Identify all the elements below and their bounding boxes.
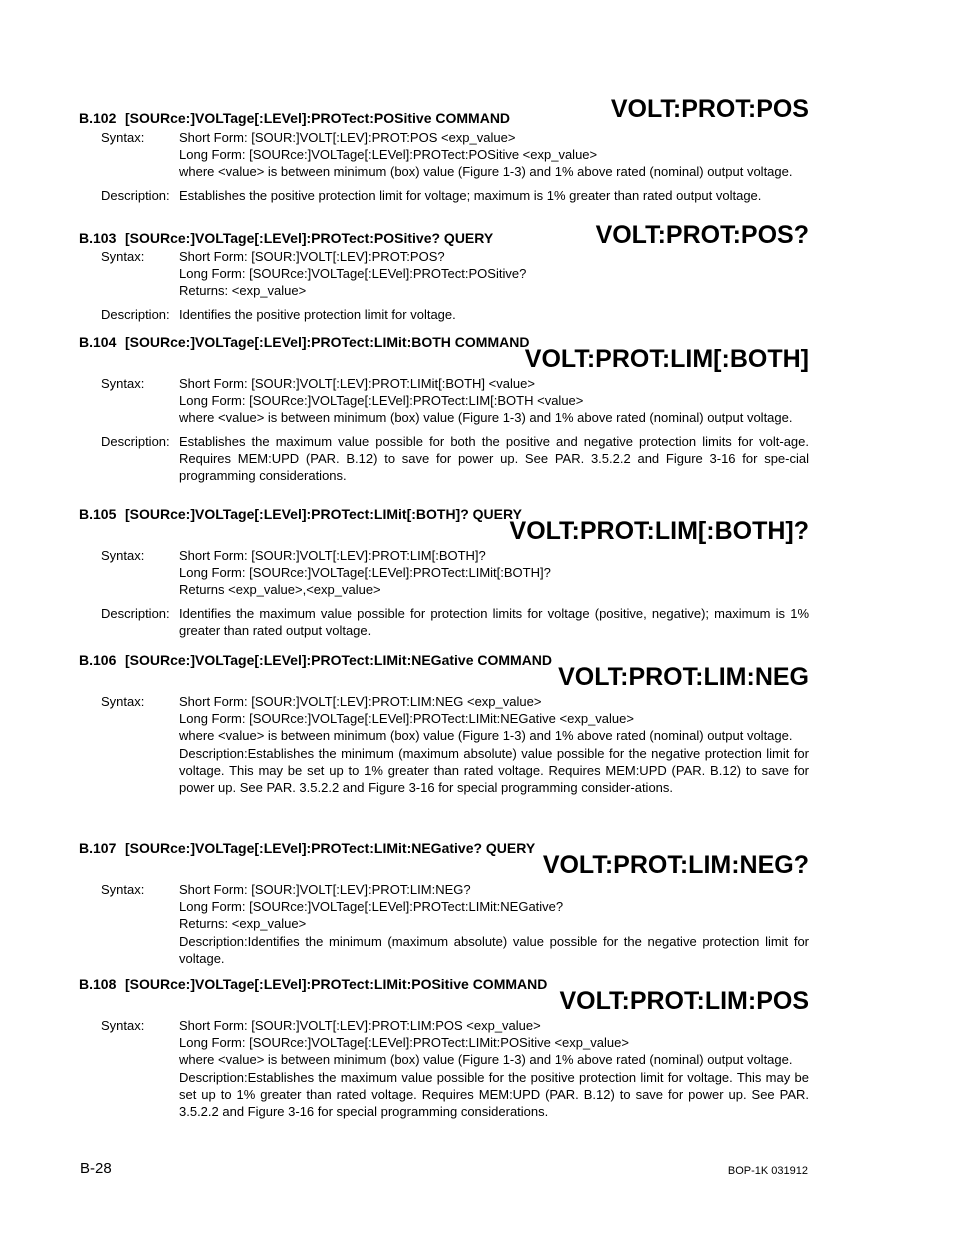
syntax-line: Description:Identifies the minimum (maximum absolute) value possible for the negative protection limit for voltage. [179, 933, 809, 966]
syntax-line: Short Form: [SOUR:]VOLT[:LEV]:PROT:LIMit[:BOTH] <value> [179, 376, 535, 391]
section-number: B.107 [79, 840, 117, 856]
section-b103 [79, 220, 809, 324]
section-title: [SOURce:]VOLTage[:LEVel]:PROTect:LIMit:POSitive COMMAND [125, 976, 548, 992]
section-b102 [79, 96, 809, 220]
syntax-line: Long Form: [SOURce:]VOLTage[:LEVel]:PROTect:POSitive <exp_value> [179, 147, 598, 163]
syntax-line: Description:Establishes the minimum (maximum absolute) value possible for the negative protection limit for voltage. This may be set up to 1% greater than rated voltage. Requires MEM:UPD (PAR. B.12) to save for power up. See PAR. 3.5.2.2 and Figure 3-16 for special programming consider-ations. [179, 745, 809, 796]
section-b108 [79, 976, 809, 1120]
syntax-line: Short Form: [SOUR:]VOLT[:LEV]:PROT:POS? [179, 249, 445, 264]
syntax-line: where <value> is between minimum (box) value (Figure 1-3) and 1% above rated (nominal) output voltage. [179, 410, 793, 426]
section-title: [SOURce:]VOLTage[:LEVel]:PROTect:LIMit:NEGative? QUERY [125, 840, 536, 856]
section-b107 [79, 840, 809, 976]
syntax-line: Short Form: [SOUR:]VOLT[:LEV]:PROT:LIM:NEG <exp_value> [179, 694, 542, 709]
syntax-label: Syntax: [101, 1018, 145, 1033]
command-mnemonic: VOLT:PROT:POS? [595, 221, 809, 249]
syntax-label: Syntax: [101, 376, 145, 391]
section-number: B.103 [79, 230, 117, 246]
page-number: B-28 [80, 1160, 112, 1177]
syntax-row [79, 375, 809, 427]
syntax-label: Syntax: [101, 130, 145, 145]
command-mnemonic: VOLT:PROT:LIM:NEG [558, 663, 809, 691]
syntax-line: Short Form: [SOUR:]VOLT[:LEV]:PROT:LIM:POS <exp_value> [179, 1018, 541, 1033]
syntax-row [79, 881, 809, 967]
section-title: [SOURce:]VOLTage[:LEVel]:PROTect:LIMit:NEGative COMMAND [125, 652, 553, 668]
section-number: B.105 [79, 506, 117, 522]
syntax-label: Syntax: [101, 249, 145, 264]
section-b105 [79, 504, 809, 650]
syntax-row [79, 693, 809, 796]
description-text: Identifies the maximum value possible for protection limits for voltage (positive, negative); maximum is 1% greater than rated output voltage. [179, 605, 809, 638]
syntax-row [79, 248, 809, 300]
command-mnemonic: VOLT:PROT:LIM[:BOTH]? [509, 517, 809, 545]
syntax-row [79, 547, 809, 599]
section-title: [SOURce:]VOLTage[:LEVel]:PROTect:POSitive COMMAND [125, 110, 511, 126]
syntax-line: Returns <exp_value>,<exp_value> [179, 582, 381, 598]
description-label: Description: [101, 605, 170, 621]
syntax-line: Description:Establishes the maximum value possible for the positive protection limit for voltage. This may be set up to 1% greater than rated voltage. Requires MEM:UPD (PAR. B.12) to save for power up. See PAR. 3.5.2.2 and Figure 3-16 for special programming considerations. [179, 1069, 809, 1120]
syntax-line: Long Form: [SOURce:]VOLTage[:LEVel]:PROTect:LIMit:POSitive <exp_value> [179, 1035, 629, 1051]
description-row [79, 433, 809, 485]
syntax-line: Long Form: [SOURce:]VOLTage[:LEVel]:PROTect:LIM[:BOTH <value> [179, 393, 584, 409]
command-mnemonic: VOLT:PROT:LIM:POS [559, 987, 809, 1015]
syntax-line: Long Form: [SOURce:]VOLTage[:LEVel]:PROTect:LIMit:NEGative <exp_value> [179, 711, 634, 727]
document-id: BOP-1K 031912 [727, 1165, 808, 1177]
syntax-line: where <value> is between minimum (box) value (Figure 1-3) and 1% above rated (nominal) output voltage. [179, 164, 793, 180]
description-text: Identifies the positive protection limit for voltage. [179, 306, 456, 322]
syntax-line: where <value> is between minimum (box) value (Figure 1-3) and 1% above rated (nominal) output voltage. [179, 728, 793, 744]
syntax-row [79, 1017, 809, 1120]
section-number: B.102 [79, 110, 117, 126]
syntax-line: Long Form: [SOURce:]VOLTage[:LEVel]:PROTect:POSitive? [179, 266, 527, 282]
syntax-label: Syntax: [101, 548, 145, 563]
syntax-line: Returns: <exp_value> [179, 916, 307, 932]
syntax-line: Long Form: [SOURce:]VOLTage[:LEVel]:PROTect:LIMit[:BOTH]? [179, 565, 551, 581]
description-label: Description: [101, 306, 170, 322]
section-b106 [79, 650, 809, 840]
syntax-row [79, 129, 809, 181]
section-title: [SOURce:]VOLTage[:LEVel]:PROTect:LIMit[:BOTH]? QUERY [125, 506, 522, 522]
syntax-line: where <value> is between minimum (box) value (Figure 1-3) and 1% above rated (nominal) output voltage. [179, 1052, 793, 1068]
document-body [79, 96, 809, 1120]
syntax-label: Syntax: [101, 882, 145, 897]
description-row [79, 306, 809, 323]
description-row [79, 605, 809, 639]
description-label: Description: [101, 187, 170, 203]
description-row [79, 187, 809, 204]
command-mnemonic: VOLT:PROT:LIM[:BOTH] [524, 345, 809, 373]
section-number: B.106 [79, 652, 117, 668]
section-number: B.104 [79, 334, 117, 350]
command-mnemonic: VOLT:PROT:POS [610, 95, 809, 123]
section-title: [SOURce:]VOLTage[:LEVel]:PROTect:POSitive? QUERY [125, 230, 494, 246]
syntax-line: Short Form: [SOUR:]VOLT[:LEV]:PROT:LIM:NEG? [179, 882, 471, 897]
command-mnemonic: VOLT:PROT:LIM:NEG? [542, 851, 809, 879]
section-b104 [79, 324, 809, 504]
syntax-line: Short Form: [SOUR:]VOLT[:LEV]:PROT:POS <exp_value> [179, 130, 516, 145]
syntax-label: Syntax: [101, 694, 145, 709]
syntax-line: Returns: <exp_value> [179, 283, 307, 299]
description-text: Establishes the maximum value possible for both the positive and negative protection limits for volt-age. Requires MEM:UPD (PAR. B.12) to save for power up. See PAR. 3.5.2.2 and Figure 3-16 for spe-cial programming considerations. [179, 433, 809, 484]
syntax-line: Short Form: [SOUR:]VOLT[:LEV]:PROT:LIM[:BOTH]? [179, 548, 486, 563]
section-title: [SOURce:]VOLTage[:LEVel]:PROTect:LIMit:BOTH COMMAND [125, 334, 530, 350]
description-label: Description: [101, 433, 170, 449]
syntax-line: Long Form: [SOURce:]VOLTage[:LEVel]:PROTect:LIMit:NEGative? [179, 899, 564, 915]
description-text: Establishes the positive protection limit for voltage; maximum is 1% greater than rated output voltage. [179, 187, 762, 203]
section-number: B.108 [79, 976, 117, 992]
